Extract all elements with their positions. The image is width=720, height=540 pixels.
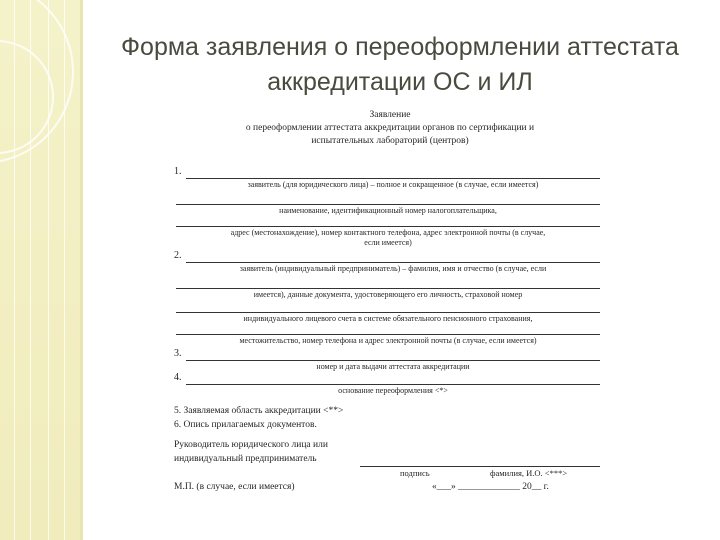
item2-caption3: индивидуального лицевого счета в системе обязательного пенсионного страхования, <box>243 314 533 323</box>
item2-fill-line <box>176 312 600 313</box>
slide-title <box>100 30 700 100</box>
item3-caption: номер и дата выдачи аттестата аккредитации <box>316 362 470 371</box>
item1-caption3a: адрес (местонахождение), номер контактного телефона, адрес электронной почты (в случае, <box>230 228 546 237</box>
item1-fill-line <box>176 226 600 227</box>
form-subtitle-line2: испытательных лабораторий (центров) <box>311 136 469 146</box>
item1-caption3b: если имеется) <box>364 238 412 247</box>
form-subtitle-line1: о переоформлении аттестата аккредитации органов по сертификации и <box>245 123 535 133</box>
item1-caption1: заявитель (для юридического лица) – полное и сокращенное (в случае, если имеется) <box>247 180 539 189</box>
item4-number: 4. <box>174 372 182 383</box>
signatory-line1: Руководитель юридического лица или <box>174 440 328 450</box>
item1-number: 1. <box>174 166 182 177</box>
item5-text: 5. Заявляемая область аккредитации <**> <box>174 406 344 416</box>
item3-fill-line <box>186 360 600 361</box>
signature-label: подпись <box>400 468 430 478</box>
sidebar-edge <box>80 0 83 540</box>
item6-text: 6. Опись прилагаемых документов. <box>174 420 317 430</box>
item2-fill-line <box>176 334 600 335</box>
application-form-document <box>160 110 620 500</box>
item2-caption1: заявитель (индивидуальный предприниматель) – фамилия, имя и отчество (в случае, если <box>239 264 547 273</box>
item3-number: 3. <box>174 348 182 359</box>
item2-fill-line <box>186 262 600 263</box>
signatory-line2: индивидуальный предприниматель <box>174 454 317 464</box>
item2-fill-line <box>176 288 600 289</box>
signature-line <box>360 466 600 467</box>
stamp-label: М.П. (в случае, если имеется) <box>174 482 295 492</box>
form-heading: Заявление <box>369 110 411 120</box>
item1-fill-line <box>186 178 600 179</box>
item2-number: 2. <box>174 250 182 261</box>
item1-caption2: наименование, идентификационный номер налогоплательщика, <box>279 206 497 215</box>
item4-caption: основание переоформления <*> <box>338 386 448 395</box>
slide-title-line1: Форма заявления о переоформлении аттестата <box>121 33 679 61</box>
item2-caption2: имеется), данные документа, удостоверяющего его личность, страховой номер <box>253 290 523 299</box>
slide-title-line2: аккредитации ОС и ИЛ <box>267 68 533 96</box>
name-label: фамилия, И.О. <***> <box>490 468 568 478</box>
date-line: «___» _____________ 20__ г. <box>432 482 549 492</box>
item2-caption4: местожительство, номер телефона и адрес электронной почты (в случае, если имеется) <box>239 336 537 345</box>
item1-fill-line <box>176 204 600 205</box>
decorative-sidebar <box>0 0 80 540</box>
item4-fill-line <box>186 384 600 385</box>
